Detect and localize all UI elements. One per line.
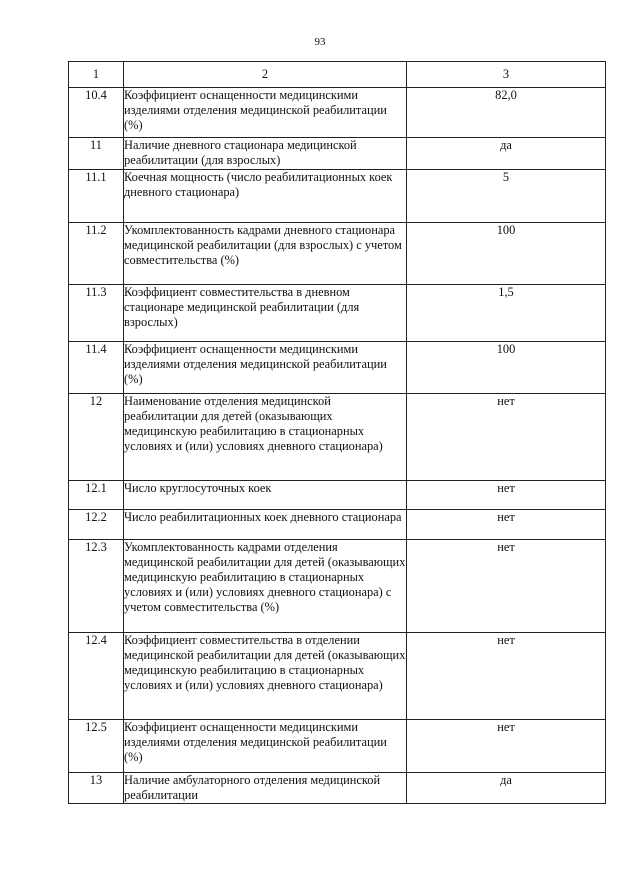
row-number: 11.2	[69, 223, 124, 285]
row-indicator-name: Укомплектованность кадрами отделения медицинской реабилитации для детей (оказывающих медицинскую реабилитацию в стационарных условиях и (или) условиях дневного стационара) с учетом совместительства (%)	[124, 540, 407, 633]
row-number: 12.5	[69, 720, 124, 773]
row-number: 10.4	[69, 88, 124, 138]
row-number: 13	[69, 773, 124, 804]
table-row	[69, 773, 606, 804]
row-indicator-name: Коэффициент совместительства в отделении медицинской реабилитации для детей (оказывающих медицинскую реабилитацию в стационарных условиях и (или) условиях дневного стационара)	[124, 633, 407, 720]
page-number: 93	[314, 36, 326, 48]
row-value: 100	[407, 223, 606, 285]
table-row	[69, 285, 606, 342]
indicator-table	[68, 61, 606, 804]
row-number: 11	[69, 138, 124, 170]
row-indicator-name: Наличие амбулаторного отделения медицинской реабилитации	[124, 773, 407, 804]
row-value: да	[407, 138, 606, 170]
row-indicator-name: Коечная мощность (число реабилитационных коек дневного стационара)	[124, 170, 407, 223]
row-number: 11.4	[69, 342, 124, 394]
row-indicator-name: Наименование отделения медицинской реабилитации для детей (оказывающих медицинскую реабилитацию в стационарных условиях и (или) условиях дневного стационара)	[124, 394, 407, 481]
row-indicator-name: Коэффициент оснащенности медицинскими изделиями отделения медицинской реабилитации (%)	[124, 88, 407, 138]
row-value: да	[407, 773, 606, 804]
header-col-3: 3	[407, 62, 606, 88]
table-row	[69, 510, 606, 540]
row-number: 12	[69, 394, 124, 481]
row-value: 100	[407, 342, 606, 394]
table-row	[69, 88, 606, 138]
table-row	[69, 138, 606, 170]
row-value: нет	[407, 540, 606, 633]
row-indicator-name: Коэффициент оснащенности медицинскими изделиями отделения медицинской реабилитации (%)	[124, 720, 407, 773]
row-value: нет	[407, 720, 606, 773]
table-row	[69, 170, 606, 223]
header-col-1: 1	[69, 62, 124, 88]
row-indicator-name: Число круглосуточных коек	[124, 481, 407, 510]
row-value: 5	[407, 170, 606, 223]
row-number: 12.2	[69, 510, 124, 540]
table-body	[69, 88, 606, 804]
table-row	[69, 720, 606, 773]
table-row	[69, 633, 606, 720]
table-row	[69, 394, 606, 481]
row-number: 12.4	[69, 633, 124, 720]
row-value: нет	[407, 481, 606, 510]
header-row	[69, 62, 606, 88]
table-header	[69, 62, 606, 88]
row-indicator-name: Число реабилитационных коек дневного стационара	[124, 510, 407, 540]
row-number: 12.1	[69, 481, 124, 510]
row-value: 1,5	[407, 285, 606, 342]
row-number: 11.3	[69, 285, 124, 342]
row-value: нет	[407, 510, 606, 540]
row-indicator-name: Коэффициент совместительства в дневном стационаре медицинской реабилитации (для взрослых)	[124, 285, 407, 342]
row-indicator-name: Укомплектованность кадрами дневного стационара медицинской реабилитации (для взрослых) с учетом совместительства (%)	[124, 223, 407, 285]
row-value: 82,0	[407, 88, 606, 138]
table-row	[69, 481, 606, 510]
table-row	[69, 540, 606, 633]
row-number: 11.1	[69, 170, 124, 223]
row-value: нет	[407, 394, 606, 481]
row-indicator-name: Коэффициент оснащенности медицинскими изделиями отделения медицинской реабилитации (%)	[124, 342, 407, 394]
table-row	[69, 223, 606, 285]
table-row	[69, 342, 606, 394]
row-indicator-name: Наличие дневного стационара медицинской реабилитации (для взрослых)	[124, 138, 407, 170]
row-number: 12.3	[69, 540, 124, 633]
row-value: нет	[407, 633, 606, 720]
header-col-2: 2	[124, 62, 407, 88]
